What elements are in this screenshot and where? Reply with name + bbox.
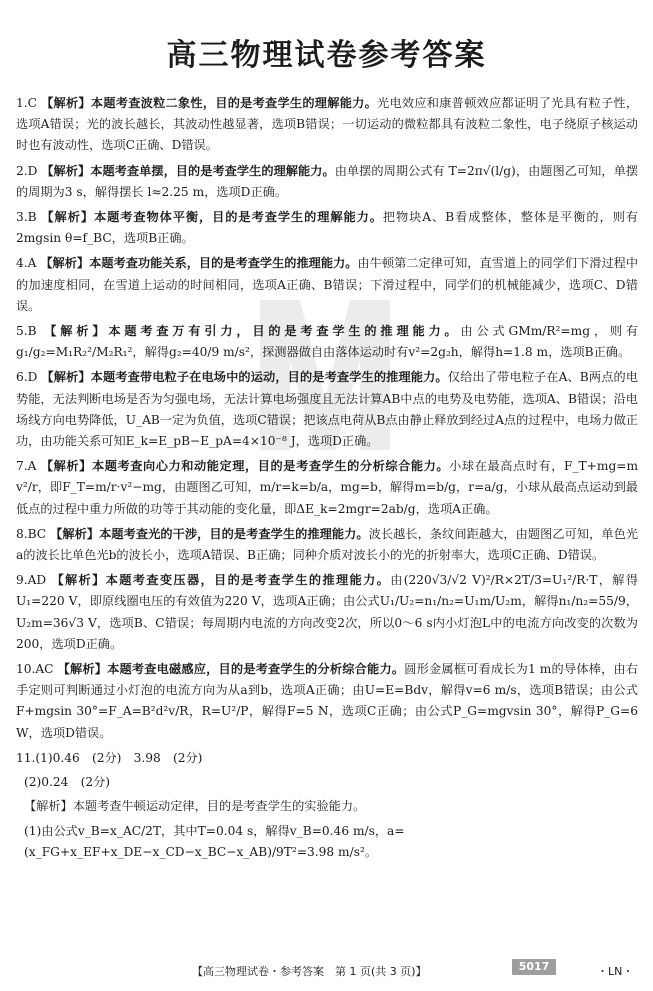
- answer-number: 5.B: [16, 324, 37, 339]
- answer-number: 8.BC: [16, 526, 47, 541]
- analysis-focus: 本题考查向心力和动能定理，目的是考查学生的分析综合能力。: [91, 459, 450, 474]
- analysis-tag: 【解析】: [41, 370, 91, 385]
- footer-page-info: 【高三物理试卷・参考答案 第 1 页(共 3 页)】: [192, 965, 427, 978]
- analysis-tag: 【解析】: [57, 662, 108, 677]
- analysis-focus: 本题考查单摆，目的是考查学生的理解能力。: [90, 163, 335, 178]
- answer-number: 1.C: [16, 96, 37, 110]
- answer-number: 11.: [16, 750, 36, 765]
- analysis-focus: 本题考查波粒二象性，目的是考查学生的理解能力。: [90, 96, 378, 110]
- answer-number: 3.B: [16, 210, 37, 225]
- analysis-focus: 本题考查牛顿运动定律，目的是考查学生的实验能力。: [72, 799, 366, 814]
- analysis-tag: 【解析】: [24, 799, 73, 814]
- analysis-text: 圆形金属框可看成长为1 m的导体棒，由右手定则可判断通过小灯泡的电流方向为从a到b，选项A正确；由U=E=Bdv，解得v=6 m/s，选项B错误；由公式F+mgsin 30°=F_A=B²d²v/R，R=U²/P，解得F=5 N，选项C正确；由公式P_G=mgvsin 30°，解得P_G=6 W，选项D错误。: [16, 662, 639, 740]
- page-footer: [0, 957, 653, 979]
- answer-item: [16, 570, 638, 655]
- analysis-focus: 本题考查光的干涉，目的是考查学生的推理能力。: [99, 526, 369, 541]
- analysis-tag: 【解析】: [51, 573, 106, 588]
- analysis-focus: 本题考查万有引力，目的是考查学生的推理能力。: [108, 324, 461, 339]
- answer-item: [16, 93, 638, 157]
- page-title: 高三物理试卷参考答案: [166, 38, 487, 73]
- answer-number: 6.D: [16, 370, 38, 385]
- analysis-text: 仅给出了带电粒子在A、B两点的电势能，无法判断电场是否为匀强电场，无法计算电场强度且无法计算AB中点的电势及电势能，选项A、B错误；沿电场线方向电势降低，U_AB一定为负值，选项C错误；把该点电荷从B点由静止释放到经过A点的过程中，电场力做正功，由功能关系可知E_k=E_pB−E_pA=4×10⁻⁸ J，选项D正确。: [16, 370, 639, 449]
- q11-line-1: [16, 748, 638, 769]
- analysis-focus: 本题考查电磁感应，目的是考查学生的分析综合能力。: [107, 662, 405, 677]
- answer-item: [16, 659, 638, 744]
- answer-item: [16, 524, 638, 566]
- answer-list: [16, 93, 638, 866]
- analysis-text: 小球在最高点时有，F_T+mg=m v²/r，即F_T=m/r·v²−mg，由题图乙可知，m/r=k=b/a，mg=b，解得m=b/g，r=a/g，小球从最高点运动到最低点的过程中重力所做的功等于其动能的变化量，即ΔE_k=2mgr=2ab/g，选项A正确。: [16, 459, 639, 516]
- analysis-focus: 本题考查带电粒子在电场中的运动，目的是考查学生的推理能力。: [90, 370, 448, 385]
- analysis-tag: 【解析】: [40, 256, 90, 271]
- analysis-focus: 本题考查功能关系，目的是考查学生的推理能力。: [89, 256, 358, 271]
- analysis-tag: 【解析】: [40, 459, 92, 474]
- q11-analysis: [16, 796, 638, 817]
- analysis-tag: 【解析】: [44, 324, 109, 339]
- analysis-text: 由(220√3/√2 V)²/R×2T/3=U₁²/R·T，解得U₁=220 V，即原线圈电压的有效值为220 V，选项A正确；由公式U₁/U₂=n₁/n₂=U₁m/U₂m，解得n₁/n₂=55/9，U₂m=36√3 V，选项B、C错误；每周期内电流的方向改变2次，所以0～6 s内小灯泡L中的电流方向改变的次数为200，选项D正确。: [16, 573, 639, 651]
- q11-part-2: (2)0.24 (2分): [24, 775, 111, 790]
- exam-code-badge: 5017: [512, 959, 556, 975]
- analysis-tag: 【解析】: [41, 163, 91, 178]
- analysis-tag: 【解析】: [41, 96, 91, 110]
- answer-item: [16, 456, 638, 520]
- answer-number: 9.AD: [16, 573, 47, 588]
- q11-solution: (1)由公式v_B=x_AC/2T，其中T=0.04 s，解得v_B=0.46 m/s，a=(x_FG+x_EF+x_DE−x_CD−x_BC−x_AB)/9T²=3.98 m/s²。: [24, 823, 405, 859]
- answer-number: 10.AC: [16, 662, 54, 677]
- analysis-focus: 本题考查变压器，目的是考查学生的推理能力。: [105, 573, 391, 588]
- analysis-text: 由牛顿第二定律可知，直雪道上的同学们下滑过程中的加速度相同，在雪道上运动的时间相同，选项A正确、B错误；下滑过程中，同学们的机械能减少，选项C、D错误。: [16, 256, 639, 313]
- analysis-focus: 本题考查物体平衡，目的是考查学生的理解能力。: [93, 210, 383, 225]
- analysis-tag: 【解析】: [41, 210, 94, 225]
- analysis-text: 光电效应和康普顿效应都证明了光具有粒子性，选项A错误；光的波长越长，其波动性越显著，选项B错误；一切运动的微粒都具有波粒二象性，电子绕原子核运动时也有波动性，选项C正确、D错误。: [16, 96, 639, 153]
- answer-item: [16, 207, 638, 249]
- answer-number: 4.A: [16, 256, 37, 271]
- q11-part-1: (1)0.46 (2分) 3.98 (2分): [35, 750, 203, 765]
- answer-item-11: [16, 748, 638, 863]
- answer-number: 2.D: [16, 163, 38, 178]
- answer-item: [16, 161, 638, 203]
- analysis-text: 由单摆的周期公式有 T=2π√(l/g)，由题图乙可知，单摆的周期为3 s，解得摆长 l≈2.25 m，选项D正确。: [16, 163, 639, 199]
- answer-number: 7.A: [16, 459, 37, 474]
- answer-item: [16, 253, 638, 317]
- analysis-text: 波长越长，条纹间距越大，由题图乙可知，单色光a的波长比单色光b的波长小，选项A错误、B正确；同种介质对波长小的光的折射率大，选项C正确、D错误。: [16, 526, 639, 563]
- answer-item: [16, 321, 638, 363]
- analysis-text: 把物块A、B看成整体，整体是平衡的，则有2mgsin θ=f_BC，选项B正确。: [16, 210, 639, 246]
- region-code: ・LN・: [597, 965, 634, 978]
- analysis-tag: 【解析】: [50, 526, 100, 541]
- answer-item: [16, 367, 638, 452]
- analysis-text: 由公式GMm/R²=mg，则有g₁/g₂=M₁R₂²/M₂R₁²，解得g₂=40/9 m/s²，探测器做自由落体运动时有v²=2g₂h，解得h=1.8 m，选项B正确。: [16, 324, 639, 360]
